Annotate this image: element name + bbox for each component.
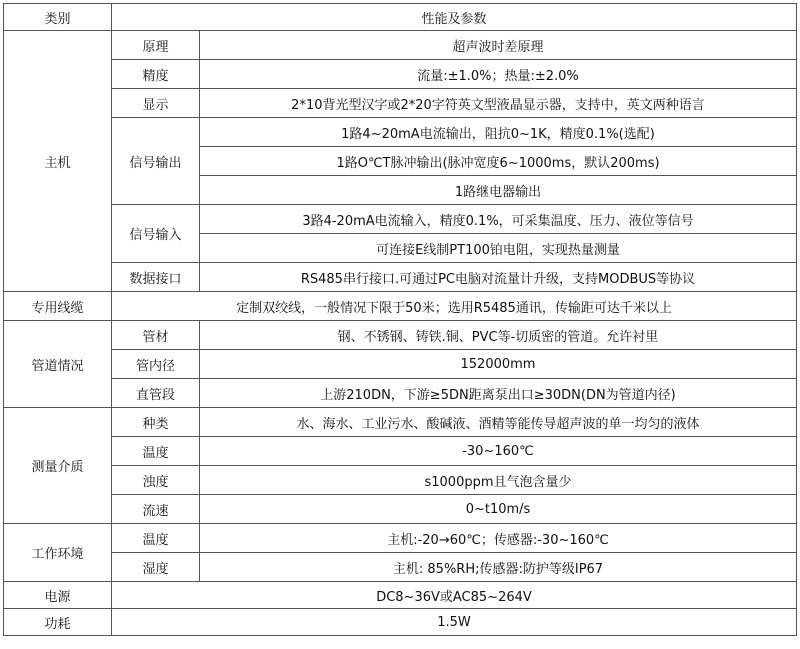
table-row [4,437,797,466]
group-label-consumption: 功耗 [4,609,112,636]
row-label: 信号输出 [112,118,200,205]
row-label: 管材 [112,321,200,350]
row-value: 主机: 85%RH;传感器:防护等级IP67 [200,553,797,582]
row-value: DC8~36V或AC85~264V [112,582,797,609]
row-value: 可连接E线制PT100铂电阻，实现热量测量 [200,234,797,263]
header-row [4,4,797,31]
row-label: 温度 [112,524,200,553]
row-value: 1路4~20mA电流输出，阻抗0~1K，精度0.1%(选配) [200,118,797,147]
table-row [4,408,797,437]
row-label: 信号输入 [112,205,200,263]
row-label: 数据接口 [112,263,200,292]
row-label: 精度 [112,60,200,89]
group-label-cable: 专用线缆 [4,292,112,321]
table-row [4,263,797,292]
row-value: 1路继电器输出 [200,176,797,205]
row-value: 超声波时差原理 [200,31,797,60]
table-row [4,31,797,60]
row-value: 2*10背光型汉字或2*20字符英文型液晶显示器，支持中，英文两种语言 [200,89,797,118]
group-label-env: 工作环境 [4,524,112,582]
row-value: 152000mm [200,350,797,379]
row-value: 上游210DN，下游≥5DN距离泵出口≥30DN(DN为管道内径) [200,379,797,408]
table-row [4,89,797,118]
table-row [4,609,797,636]
row-value: RS485串行接口.可通过PC电脑对流量计升级，支持MODBUS等协议 [200,263,797,292]
table-row [4,582,797,609]
table-row [4,60,797,89]
row-label: 显示 [112,89,200,118]
row-label: 管内径 [112,350,200,379]
row-label: 种类 [112,408,200,437]
table-row [4,379,797,408]
table-row [4,495,797,524]
group-label-power: 电源 [4,582,112,609]
table-row [4,524,797,553]
row-value: 定制双绞线，一般情况下限于50米；选用R5485通讯，传输距可达千米以上 [112,292,797,321]
spec-table [3,3,797,636]
row-label: 直管段 [112,379,200,408]
table-row [4,321,797,350]
spec-header: 性能及参数 [112,4,797,31]
row-value: 主机:-20→60℃；传感器:-30~160℃ [200,524,797,553]
table-row [4,350,797,379]
row-label: 浊度 [112,466,200,495]
row-value: 3路4-20mA电流输入，精度0.1%，可采集温度、压力、液位等信号 [200,205,797,234]
row-value: 0~t10m/s [200,495,797,524]
group-label-pipe: 管道情况 [4,321,112,408]
row-value: 钢、不锈钢、铸铁.铜、PVC等-切质密的管道。允许衬里 [200,321,797,350]
row-value: 流量:±1.0%；热量:±2.0% [200,60,797,89]
row-value: 水、海水、工业污水、酸碱液、酒精等能传导超声波的单一均匀的液体 [200,408,797,437]
table-row [4,466,797,495]
row-label: 原理 [112,31,200,60]
row-value: s1000ppm且气泡含量少 [200,466,797,495]
row-label: 湿度 [112,553,200,582]
row-label: 温度 [112,437,200,466]
row-value: 1.5W [112,609,797,636]
table-row [4,118,797,147]
row-value: -30~160℃ [200,437,797,466]
category-header: 类别 [4,4,112,31]
row-label: 流速 [112,495,200,524]
row-value: 1路O℃T脉冲输出(脉冲宽度6~1000ms，默认200ms) [200,147,797,176]
group-label-host: 主机 [4,31,112,292]
table-row [4,553,797,582]
table-row [4,205,797,234]
group-label-medium: 测量介质 [4,408,112,524]
table-row [4,292,797,321]
